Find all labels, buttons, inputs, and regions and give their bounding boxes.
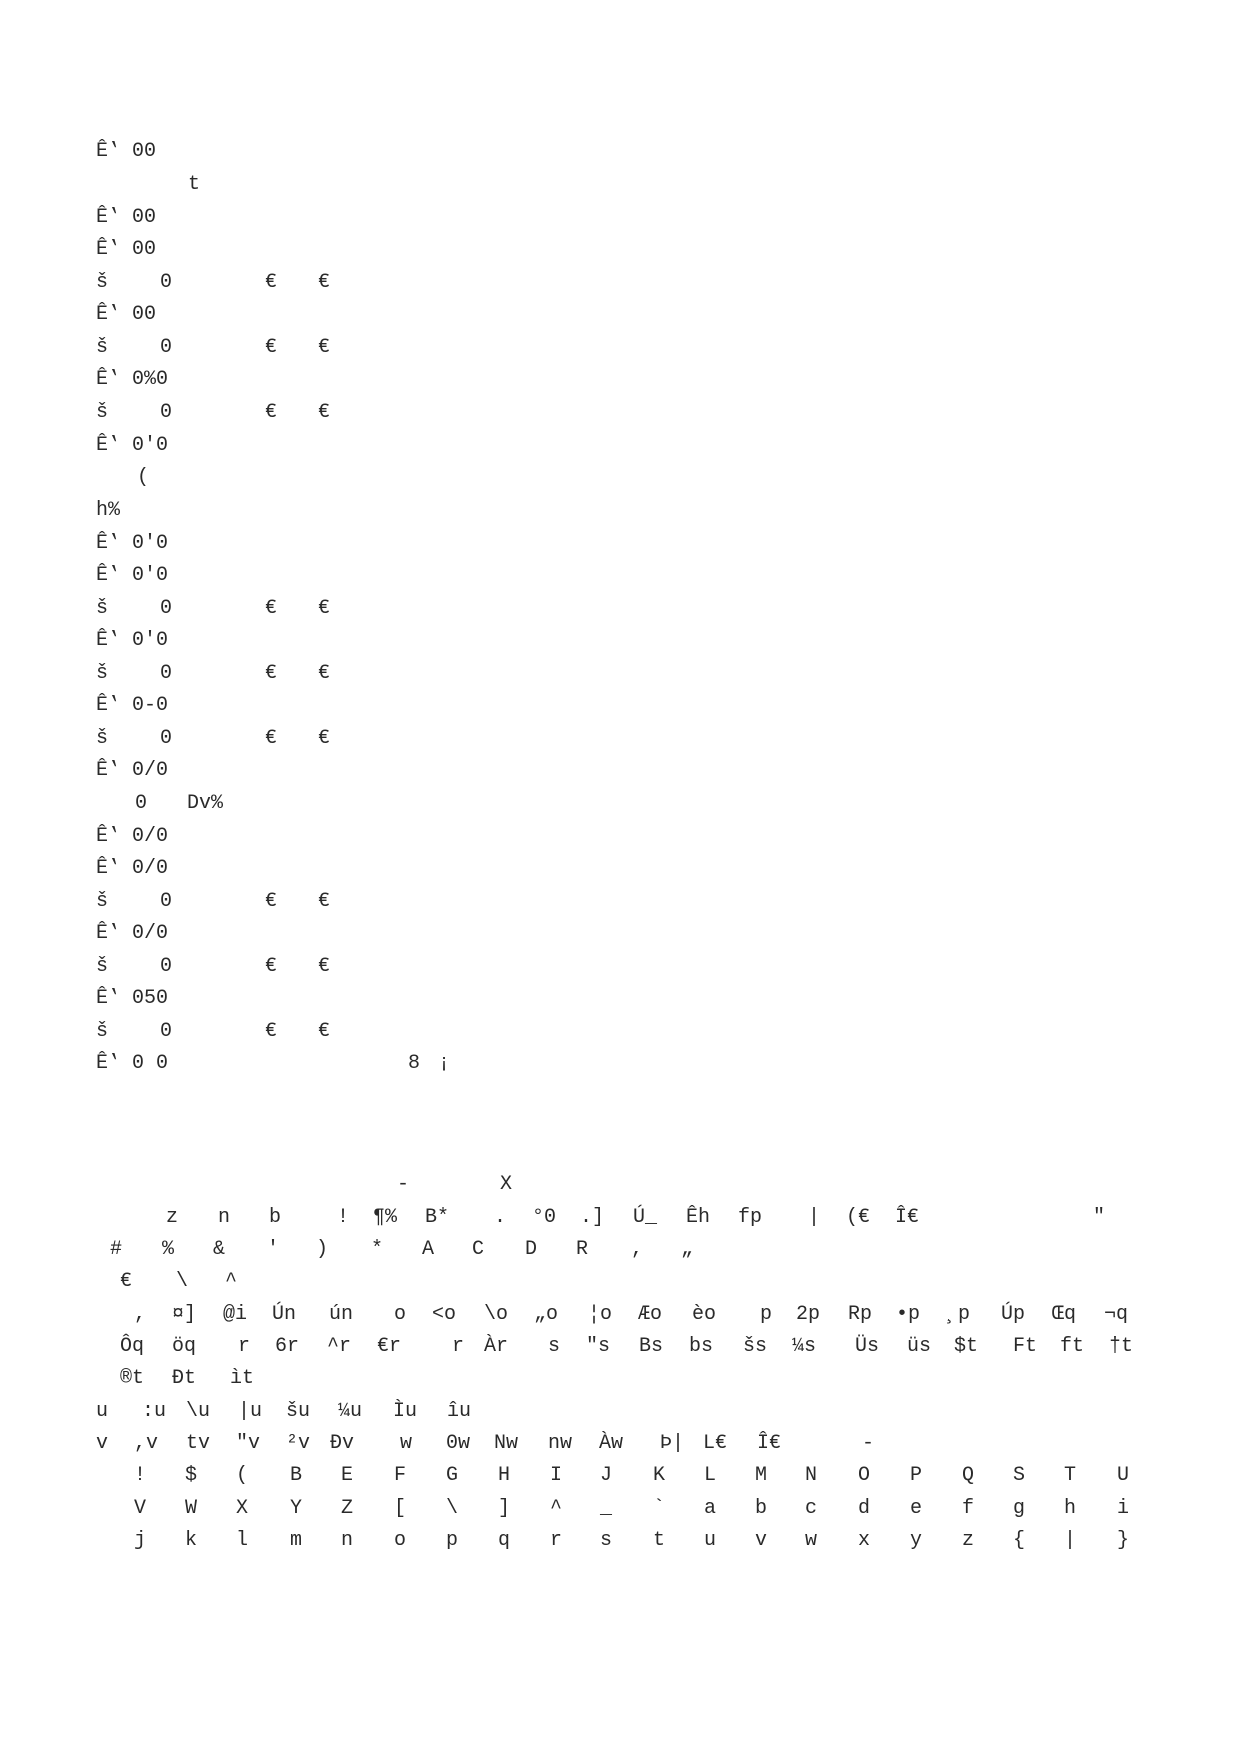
glyph-cell: bs — [689, 1335, 714, 1358]
glyph-cell: "s — [586, 1335, 611, 1358]
glyph-cell: € — [318, 336, 331, 359]
glyph-cell: _ — [600, 1497, 613, 1520]
glyph-cell: fp — [738, 1206, 763, 1229]
glyph-cell: š — [96, 955, 109, 978]
glyph-cell: € — [265, 1020, 278, 1043]
glyph-cell: Nw — [494, 1432, 519, 1455]
glyph-cell: ²v — [286, 1432, 311, 1455]
glyph-cell: & — [213, 1238, 226, 1261]
glyph-cell: t — [653, 1529, 666, 1552]
glyph-cell: šu — [286, 1400, 311, 1423]
glyph-cell: o — [394, 1529, 407, 1552]
glyph-cell: 0 — [160, 890, 173, 913]
glyph-cell: r — [452, 1335, 465, 1358]
glyph-cell: ! — [337, 1206, 350, 1229]
glyph-cell: Ê‛ 00 — [96, 206, 157, 229]
glyph-cell: # — [110, 1238, 123, 1261]
glyph-cell: ¤] — [172, 1303, 197, 1326]
glyph-cell: „o — [534, 1303, 559, 1326]
glyph-cell: } — [1117, 1529, 1130, 1552]
glyph-cell: Ê‛ 050 — [96, 987, 169, 1010]
glyph-cell: k — [185, 1529, 198, 1552]
glyph-cell: w — [400, 1432, 413, 1455]
glyph-cell: b — [269, 1206, 282, 1229]
glyph-cell: Y — [290, 1497, 303, 1520]
glyph-cell: Ðv — [330, 1432, 355, 1455]
glyph-cell: Ú_ — [633, 1206, 658, 1229]
glyph-cell: , — [631, 1238, 644, 1261]
glyph-cell: . — [494, 1206, 507, 1229]
glyph-cell: X — [500, 1173, 513, 1196]
glyph-cell: 0w — [446, 1432, 471, 1455]
glyph-cell: H — [498, 1464, 511, 1487]
glyph-cell: <o — [432, 1303, 457, 1326]
glyph-cell: Z — [341, 1497, 354, 1520]
glyph-cell: š — [96, 271, 109, 294]
glyph-cell: š — [96, 662, 109, 685]
glyph-cell: x — [858, 1529, 871, 1552]
glyph-cell: | — [808, 1206, 821, 1229]
glyph-cell: \ — [446, 1497, 459, 1520]
glyph-cell: W — [185, 1497, 198, 1520]
glyph-cell: O — [858, 1464, 871, 1487]
glyph-cell: .] — [580, 1206, 605, 1229]
glyph-cell: Ê‛ 0/0 — [96, 922, 169, 945]
glyph-cell: p — [446, 1529, 459, 1552]
glyph-cell: Ðt — [172, 1367, 197, 1390]
glyph-cell: Úp — [1001, 1303, 1026, 1326]
glyph-cell: Ê‛ 00 — [96, 303, 157, 326]
glyph-cell: U — [1117, 1464, 1130, 1487]
glyph-cell: Ún — [272, 1303, 297, 1326]
glyph-cell: (€ — [846, 1206, 871, 1229]
glyph-cell: € — [318, 271, 331, 294]
glyph-cell: š — [96, 1020, 109, 1043]
glyph-cell: š — [96, 597, 109, 620]
glyph-cell: g — [1013, 1497, 1026, 1520]
glyph-cell: w — [805, 1529, 818, 1552]
glyph-cell: z — [166, 1206, 179, 1229]
glyph-cell: € — [318, 597, 331, 620]
glyph-cell: f — [962, 1497, 975, 1520]
glyph-cell: N — [805, 1464, 818, 1487]
glyph-cell: €r — [377, 1335, 402, 1358]
glyph-cell: t — [188, 173, 201, 196]
glyph-cell: n — [341, 1529, 354, 1552]
glyph-cell: € — [318, 727, 331, 750]
glyph-cell: ¡ — [438, 1052, 451, 1075]
glyph-cell: ` — [653, 1497, 666, 1520]
glyph-cell: y — [910, 1529, 923, 1552]
glyph-cell: 0 — [160, 727, 173, 750]
glyph-cell: F — [394, 1464, 407, 1487]
glyph-cell: € — [318, 890, 331, 913]
glyph-cell: 0 — [160, 401, 173, 424]
glyph-cell: @i — [223, 1303, 248, 1326]
glyph-cell: D — [525, 1238, 538, 1261]
glyph-cell: € — [265, 955, 278, 978]
glyph-cell: X — [236, 1497, 249, 1520]
glyph-cell: ) — [316, 1238, 329, 1261]
glyph-cell: u — [704, 1529, 717, 1552]
glyph-cell: [ — [394, 1497, 407, 1520]
glyph-cell: ( — [236, 1464, 249, 1487]
glyph-cell: V — [134, 1497, 147, 1520]
glyph-cell: - — [862, 1432, 875, 1455]
glyph-cell: Àr — [484, 1335, 509, 1358]
glyph-cell: L€ — [703, 1432, 728, 1455]
glyph-cell: Ft — [1013, 1335, 1038, 1358]
glyph-cell: v — [755, 1529, 768, 1552]
glyph-cell: Êh — [686, 1206, 711, 1229]
glyph-cell: Àw — [599, 1432, 624, 1455]
glyph-cell: Dv% — [187, 792, 224, 815]
glyph-cell: r — [238, 1335, 251, 1358]
glyph-cell: öq — [172, 1335, 197, 1358]
glyph-cell: ún — [329, 1303, 354, 1326]
glyph-cell: € — [318, 401, 331, 424]
glyph-cell: € — [318, 1020, 331, 1043]
glyph-cell: * — [371, 1238, 384, 1261]
glyph-cell: šs — [743, 1335, 768, 1358]
glyph-cell: ®t — [120, 1367, 145, 1390]
glyph-cell: B — [290, 1464, 303, 1487]
glyph-cell: , — [134, 1303, 147, 1326]
glyph-cell: q — [498, 1529, 511, 1552]
glyph-cell: l — [236, 1529, 249, 1552]
glyph-cell: € — [318, 662, 331, 685]
glyph-cell: üs — [907, 1335, 932, 1358]
glyph-cell: a — [704, 1497, 717, 1520]
glyph-cell: € — [265, 662, 278, 685]
glyph-cell: $ — [185, 1464, 198, 1487]
glyph-cell: Ê‛ 0'0 — [96, 564, 169, 587]
glyph-cell: ! — [134, 1464, 147, 1487]
glyph-cell: I — [550, 1464, 563, 1487]
glyph-cell: Üs — [855, 1335, 880, 1358]
glyph-cell: u — [96, 1400, 109, 1423]
glyph-cell: ' — [267, 1238, 280, 1261]
glyph-cell: A — [422, 1238, 435, 1261]
glyph-cell: ¦o — [588, 1303, 613, 1326]
glyph-cell: r — [550, 1529, 563, 1552]
glyph-cell: Î€ — [757, 1432, 782, 1455]
glyph-cell: M — [755, 1464, 768, 1487]
glyph-cell: ,v — [134, 1432, 159, 1455]
glyph-cell: 0 — [160, 1020, 173, 1043]
glyph-cell: Ê‛ 0'0 — [96, 532, 169, 555]
glyph-cell: Rp — [848, 1303, 873, 1326]
glyph-cell: tv — [186, 1432, 211, 1455]
glyph-cell: S — [1013, 1464, 1026, 1487]
glyph-cell: P — [910, 1464, 923, 1487]
glyph-cell: Ê‛ 00 — [96, 140, 157, 163]
glyph-cell: ¶% — [373, 1206, 398, 1229]
glyph-cell: ¬q — [1104, 1303, 1129, 1326]
glyph-cell: d — [858, 1497, 871, 1520]
glyph-cell: L — [704, 1464, 717, 1487]
glyph-cell: € — [265, 401, 278, 424]
glyph-cell: | — [1064, 1529, 1077, 1552]
glyph-cell: € — [265, 597, 278, 620]
glyph-cell: $t — [954, 1335, 979, 1358]
glyph-cell: s — [548, 1335, 561, 1358]
glyph-cell: 0 — [135, 792, 148, 815]
glyph-cell: 2p — [796, 1303, 821, 1326]
glyph-cell: †t — [1109, 1335, 1134, 1358]
glyph-cell: ^r — [327, 1335, 352, 1358]
glyph-cell: Þ| — [660, 1432, 685, 1455]
glyph-cell: ^ — [225, 1270, 238, 1293]
glyph-cell: Ê‛ 0 0 — [96, 1052, 169, 1075]
glyph-cell: B* — [425, 1206, 450, 1229]
glyph-cell: { — [1013, 1529, 1026, 1552]
glyph-cell: K — [653, 1464, 666, 1487]
glyph-cell: j — [134, 1529, 147, 1552]
glyph-cell: 0 — [160, 955, 173, 978]
glyph-cell: ( — [137, 466, 150, 489]
glyph-cell: ìt — [230, 1367, 255, 1390]
glyph-cell: € — [265, 336, 278, 359]
glyph-cell: Ê‛ 00 — [96, 238, 157, 261]
glyph-cell: š — [96, 890, 109, 913]
glyph-cell: Ê‛ 0/0 — [96, 825, 169, 848]
glyph-cell: Î€ — [895, 1206, 920, 1229]
glyph-cell: " — [1093, 1206, 1106, 1229]
glyph-cell: 6r — [275, 1335, 300, 1358]
glyph-cell: ^ — [550, 1497, 563, 1520]
glyph-cell: Ê‛ 0%0 — [96, 368, 169, 391]
glyph-cell: z — [962, 1529, 975, 1552]
glyph-cell: e — [910, 1497, 923, 1520]
glyph-cell: T — [1064, 1464, 1077, 1487]
glyph-cell: nw — [548, 1432, 573, 1455]
glyph-cell: € — [265, 890, 278, 913]
glyph-cell: \ — [176, 1270, 189, 1293]
glyph-cell: ft — [1060, 1335, 1085, 1358]
glyph-cell: o — [394, 1303, 407, 1326]
glyph-cell: m — [290, 1529, 303, 1552]
glyph-cell: € — [265, 271, 278, 294]
glyph-cell: èo — [692, 1303, 717, 1326]
glyph-cell: p — [760, 1303, 773, 1326]
glyph-cell: 8 — [408, 1052, 421, 1075]
glyph-cell: ¼u — [338, 1400, 363, 1423]
glyph-cell: Bs — [639, 1335, 664, 1358]
glyph-cell: J — [600, 1464, 613, 1487]
glyph-cell: „ — [681, 1238, 694, 1261]
glyph-cell: h — [1064, 1497, 1077, 1520]
glyph-cell: |u — [238, 1400, 263, 1423]
glyph-cell: š — [96, 727, 109, 750]
glyph-cell: i — [1117, 1497, 1130, 1520]
glyph-cell: Æo — [638, 1303, 663, 1326]
glyph-cell: :u — [142, 1400, 167, 1423]
glyph-cell: - — [397, 1173, 410, 1196]
glyph-cell: 0 — [160, 271, 173, 294]
glyph-cell: Q — [962, 1464, 975, 1487]
glyph-cell: Ôq — [120, 1335, 145, 1358]
glyph-cell: 0 — [160, 597, 173, 620]
glyph-cell: îu — [447, 1400, 472, 1423]
glyph-cell: Ê‛ 0'0 — [96, 434, 169, 457]
glyph-cell: s — [600, 1529, 613, 1552]
glyph-cell: \o — [484, 1303, 509, 1326]
glyph-cell: ¸p — [946, 1303, 971, 1326]
glyph-cell: E — [341, 1464, 354, 1487]
glyph-cell: ] — [498, 1497, 511, 1520]
glyph-cell: € — [265, 727, 278, 750]
glyph-cell: š — [96, 401, 109, 424]
glyph-cell: b — [755, 1497, 768, 1520]
glyph-cell: % — [162, 1238, 175, 1261]
glyph-cell: Ê‛ 0-0 — [96, 694, 169, 717]
glyph-cell: Ìu — [393, 1400, 418, 1423]
glyph-cell: c — [805, 1497, 818, 1520]
glyph-cell: Ê‛ 0'0 — [96, 629, 169, 652]
glyph-cell: h% — [96, 499, 121, 522]
glyph-cell: C — [472, 1238, 485, 1261]
glyph-cell: °0 — [532, 1206, 557, 1229]
glyph-cell: Ê‛ 0/0 — [96, 759, 169, 782]
glyph-cell: š — [96, 336, 109, 359]
glyph-cell: € — [318, 955, 331, 978]
glyph-cell: \u — [186, 1400, 211, 1423]
glyph-cell: € — [120, 1270, 133, 1293]
glyph-cell: 0 — [160, 336, 173, 359]
glyph-cell: G — [446, 1464, 459, 1487]
glyph-cell: R — [576, 1238, 589, 1261]
glyph-cell: •p — [896, 1303, 921, 1326]
glyph-cell: Œq — [1052, 1303, 1077, 1326]
glyph-cell: v — [96, 1432, 109, 1455]
glyph-cell: Ê‛ 0/0 — [96, 857, 169, 880]
glyph-cell: ″v — [236, 1432, 261, 1455]
glyph-cell: 0 — [160, 662, 173, 685]
glyph-cell: ¼s — [792, 1335, 817, 1358]
glyph-cell: n — [218, 1206, 231, 1229]
